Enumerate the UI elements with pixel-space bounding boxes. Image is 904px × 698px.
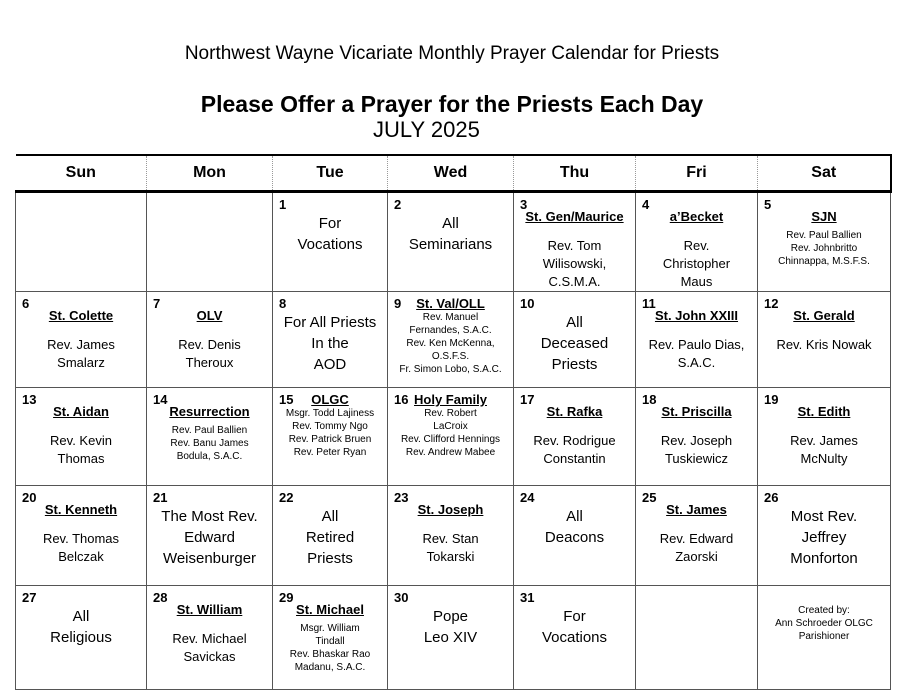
priest-names <box>390 407 511 459</box>
day-number: 15 <box>279 392 294 407</box>
day-cell <box>16 292 147 388</box>
day-cell <box>273 486 388 586</box>
priest-name: Savickas <box>183 649 236 664</box>
day-content <box>758 193 890 268</box>
priest-name: Zaorski <box>675 549 718 564</box>
credit-line: Ann Schroeder OLGC <box>775 618 873 629</box>
day-number: 7 <box>153 296 161 311</box>
day-content <box>273 193 387 255</box>
priest-names <box>149 630 270 666</box>
priest-name: Rev. James <box>790 433 858 448</box>
parish-name: St. Aidan <box>53 404 109 419</box>
day-cell <box>514 292 636 388</box>
intention-line: Vocations <box>297 236 363 253</box>
day-number: 2 <box>394 197 402 212</box>
day-number: 29 <box>279 590 294 605</box>
intention-line: Weisenburger <box>162 550 257 567</box>
day-cell <box>16 388 147 486</box>
parish-name: St. Gen/Maurice <box>525 209 624 224</box>
intention-line: Priests <box>307 550 353 567</box>
day-number: 25 <box>642 490 657 505</box>
day-number: 12 <box>764 296 779 311</box>
parish-name: Resurrection <box>169 404 250 419</box>
priest-name: Rev. Patrick Bruen <box>288 434 372 445</box>
week-row <box>16 292 891 388</box>
priest-name: O.S.F.S. <box>431 351 470 362</box>
day-cell <box>636 486 758 586</box>
priest-name: Belczak <box>58 549 104 564</box>
priest-names <box>18 432 144 468</box>
credit-line: Parishioner <box>798 631 850 642</box>
day-number: 27 <box>22 590 37 605</box>
priest-names <box>149 424 270 463</box>
day-number: 19 <box>764 392 779 407</box>
priest-names <box>275 407 385 459</box>
day-cell <box>758 192 891 292</box>
day-number: 13 <box>22 392 37 407</box>
day-number: 26 <box>764 490 779 505</box>
priest-name: Rev. Kris Nowak <box>776 337 872 352</box>
intention-line: Deceased <box>540 335 609 352</box>
intention-line: Priests <box>551 356 598 373</box>
priest-name: Chinnappa, M.S.F.S. <box>778 256 870 267</box>
priest-name: Rev. Clifford Hennings <box>400 434 501 445</box>
day-number: 30 <box>394 590 409 605</box>
priest-name: Msgr. William <box>300 623 360 634</box>
intention-line: For <box>563 608 586 625</box>
parish-name: St. Edith <box>797 404 851 419</box>
day-cell <box>147 486 273 586</box>
parish-name: SJN <box>811 209 837 224</box>
priest-names <box>275 622 385 674</box>
parish-name: OLV <box>196 308 223 323</box>
parish-name: St. Colette <box>48 308 114 323</box>
day-cell <box>636 192 758 292</box>
priest-name: Thomas <box>57 451 105 466</box>
day-cell <box>758 388 891 486</box>
priest-name: Constantin <box>543 451 606 466</box>
day-number: 31 <box>520 590 535 605</box>
day-cell <box>16 586 147 690</box>
day-cell <box>758 292 891 388</box>
priest-name: Tokarski <box>426 549 475 564</box>
day-cell <box>388 292 514 388</box>
credit-line: Created by: <box>798 605 850 616</box>
empty-day-cell <box>147 192 273 292</box>
weekday-header-tue: Tue <box>273 155 388 192</box>
day-number: 14 <box>153 392 168 407</box>
intention-line: The Most Rev. <box>161 508 258 525</box>
intention-line: Religious <box>50 629 112 646</box>
weekday-header-fri: Fri <box>636 155 758 192</box>
weekday-header-wed: Wed <box>388 155 514 192</box>
priest-name: Rev. Banu James <box>170 438 249 449</box>
priest-names <box>760 229 888 268</box>
priest-name: Fernandes, S.A.C. <box>409 325 492 336</box>
intention-line: For <box>318 215 342 232</box>
day-content <box>514 193 635 291</box>
day-cell <box>147 388 273 486</box>
priest-name: Rev. Paul Ballien <box>786 230 862 241</box>
day-number: 3 <box>520 197 528 212</box>
priest-names <box>390 311 511 376</box>
parish-name: St. John XXIII <box>654 308 739 323</box>
day-cell <box>514 192 636 292</box>
priest-name: Rev. Stan <box>422 531 479 546</box>
intention-line: All <box>72 608 90 625</box>
priest-name: Msgr. Todd Lajiness <box>285 408 375 419</box>
empty-day-cell <box>636 586 758 690</box>
priest-name: Rev. Robert <box>424 408 477 419</box>
priest-name: Rev. Manuel <box>422 312 479 323</box>
week-row <box>16 486 891 586</box>
day-cell <box>273 292 388 388</box>
priest-name: Rev. Tommy Ngo <box>292 421 368 432</box>
intention-line: In the <box>311 335 349 352</box>
day-content <box>16 292 146 372</box>
intention-line: Leo XIV <box>423 629 478 646</box>
priest-name: S.A.C. <box>677 355 716 370</box>
priest-name: Rev. Tom <box>547 238 602 253</box>
priest-name: Rev. Kevin <box>50 433 112 448</box>
calendar-title: Please Offer a Prayer for the Priests Each Day <box>200 91 704 117</box>
day-number: 4 <box>642 197 650 212</box>
calendar-subtitle: Northwest Wayne Vicariate Monthly Prayer Calendar for Priests <box>184 43 720 64</box>
priest-names <box>638 336 755 372</box>
intention-line: Deacons <box>544 529 605 546</box>
priest-name: Rev. Joseph <box>660 433 733 448</box>
intention-line: Vocations <box>541 629 608 646</box>
intention-line: Seminarians <box>408 236 493 253</box>
day-number: 22 <box>279 490 294 505</box>
day-number: 1 <box>279 197 287 212</box>
priest-name: Maus <box>680 274 713 289</box>
parish-name: St. Rafka <box>546 404 603 419</box>
priest-name: Tuskiewicz <box>664 451 729 466</box>
day-cell <box>388 192 514 292</box>
intention-line: Monforton <box>790 550 858 567</box>
intention-line: All <box>442 215 459 232</box>
day-number: 18 <box>642 392 657 407</box>
parish-name: Holy Family <box>414 392 487 407</box>
priest-names <box>638 432 755 468</box>
day-cell <box>514 388 636 486</box>
weekday-header-mon: Mon <box>147 155 273 192</box>
day-cell <box>147 586 273 690</box>
priest-names <box>18 530 144 566</box>
priest-name: Rev. Johnbritto <box>790 243 858 254</box>
parish-name: St. Michael <box>296 602 364 617</box>
day-number: 11 <box>642 296 656 311</box>
day-cell <box>388 388 514 486</box>
priest-names <box>516 432 633 468</box>
parish-name: OLGC <box>311 392 349 407</box>
priest-name: Rev. Peter Ryan <box>293 447 367 458</box>
priest-name: Wilisowski, C.S.M.A. <box>542 256 607 289</box>
priest-names <box>638 530 755 566</box>
priest-name: Rev. Paulo Dias, <box>648 337 745 352</box>
intention-line: Retired <box>305 529 355 546</box>
day-content <box>388 193 513 255</box>
priest-name: Rev. Edward <box>659 531 734 546</box>
day-cell <box>388 586 514 690</box>
credit-cell <box>758 586 891 690</box>
day-cell <box>16 486 147 586</box>
priest-name: Rev. Bhaskar Rao <box>289 649 371 660</box>
weekday-header-row <box>16 155 891 192</box>
priest-name: Bodula, S.A.C. <box>176 451 243 462</box>
priest-name: Madanu, S.A.C. <box>294 662 366 673</box>
weekday-header-sun: Sun <box>16 155 147 192</box>
day-cell <box>636 292 758 388</box>
parish-name: St. Gerald <box>793 308 855 323</box>
priest-name: LaCroix <box>433 421 468 432</box>
day-number: 8 <box>279 296 287 311</box>
parish-name: St. Priscilla <box>661 404 732 419</box>
priest-name: Smalarz <box>57 355 105 370</box>
intention-line: Most Rev. <box>790 508 858 525</box>
priest-name: Tindall <box>315 636 345 647</box>
intention-line: AOD <box>313 356 347 373</box>
intention-line: Jeffrey <box>801 529 847 546</box>
parish-name: St. James <box>666 502 727 517</box>
parish-name: St. Val/OLL <box>416 296 485 311</box>
parish-name: St. Joseph <box>417 502 484 517</box>
intention-line: All <box>321 508 339 525</box>
day-number: 28 <box>153 590 168 605</box>
day-content <box>147 292 272 372</box>
priest-name: Fr. Simon Lobo, S.A.C. <box>399 364 502 375</box>
priest-name: Rev. Denis <box>178 337 241 352</box>
day-number: 17 <box>520 392 535 407</box>
priest-names <box>760 336 888 354</box>
priest-name: Rev. James <box>47 337 115 352</box>
intention-line: For All Priests <box>283 314 377 331</box>
day-number: 9 <box>394 296 402 311</box>
day-cell <box>147 292 273 388</box>
priest-names <box>149 336 270 372</box>
intention-line: Edward <box>184 529 235 546</box>
priest-name: Rev. Rodrigue <box>533 433 616 448</box>
priest-name: Theroux <box>185 355 234 370</box>
parish-name: St. Kenneth <box>44 502 118 517</box>
parish-name: St. William <box>176 602 243 617</box>
day-cell <box>758 486 891 586</box>
week-row <box>16 388 891 486</box>
week-row <box>16 586 891 690</box>
day-number: 21 <box>153 490 168 505</box>
priest-name: Rev. Paul Ballien <box>171 425 248 436</box>
day-cell <box>388 486 514 586</box>
priest-names <box>390 530 511 566</box>
priest-names <box>516 237 633 291</box>
priest-names <box>18 336 144 372</box>
day-cell <box>273 192 388 292</box>
day-number: 23 <box>394 490 409 505</box>
day-number: 5 <box>764 197 772 212</box>
calendar-grid <box>15 154 892 690</box>
priest-name: Rev. Michael <box>172 631 247 646</box>
day-cell <box>636 388 758 486</box>
weekday-header-sat: Sat <box>758 155 891 192</box>
day-number: 6 <box>22 296 30 311</box>
day-number: 10 <box>520 296 535 311</box>
day-content <box>273 292 387 375</box>
intention-line: Pope <box>432 608 469 625</box>
priest-names <box>760 432 888 468</box>
parish-name: a’Becket <box>669 209 724 224</box>
month-label: JULY 2025 <box>373 117 480 142</box>
intention-line: All <box>566 314 583 331</box>
day-number: 16 <box>394 392 409 407</box>
day-cell <box>273 388 388 486</box>
intention-line: All <box>566 508 583 525</box>
priest-name: Rev. <box>683 238 710 253</box>
day-cell <box>514 486 636 586</box>
priest-name: Christopher <box>662 256 731 271</box>
credit-block <box>758 586 890 643</box>
week-row <box>16 192 891 292</box>
weekday-header-thu: Thu <box>514 155 636 192</box>
day-number: 24 <box>520 490 535 505</box>
day-cell <box>514 586 636 690</box>
priest-name: Rev. Thomas <box>42 531 120 546</box>
day-cell <box>273 586 388 690</box>
priest-name: Rev. Ken McKenna, <box>406 338 495 349</box>
priest-name: McNulty <box>800 451 848 466</box>
priest-name: Rev. Andrew Mabee <box>405 447 496 458</box>
day-number: 20 <box>22 490 37 505</box>
priest-names <box>638 237 755 291</box>
day-content <box>636 193 757 291</box>
empty-day-cell <box>16 192 147 292</box>
